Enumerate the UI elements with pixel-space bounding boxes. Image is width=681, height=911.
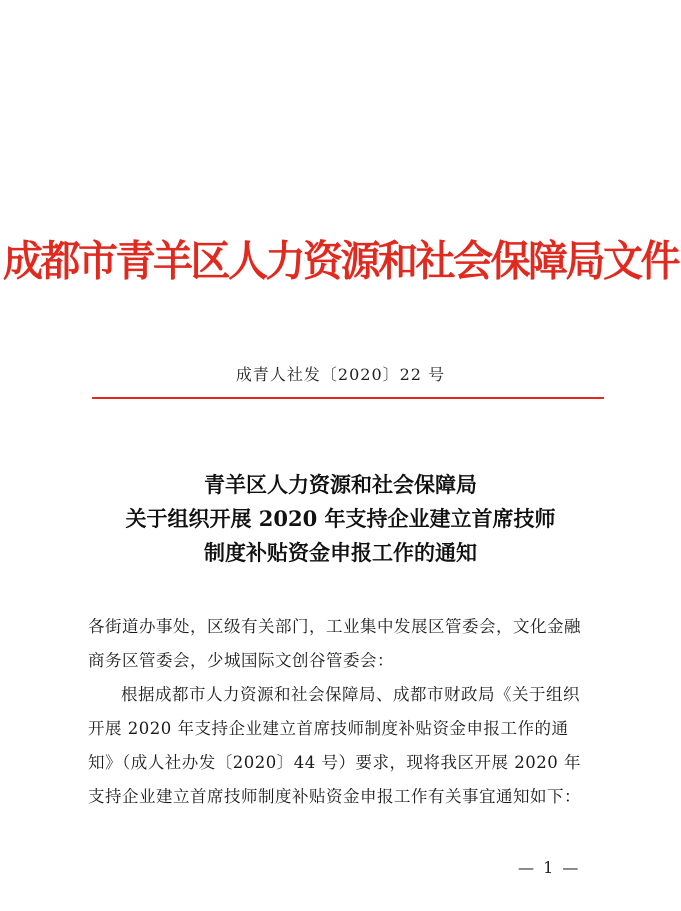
title-line-1: 青羊区人力资源和社会保障局 bbox=[204, 472, 477, 497]
document-number: 成青人社发〔2020〕22 号 bbox=[235, 365, 446, 384]
addressee-paragraph: 各街道办事处，区级有关部门，工业集中发展区管委会，文化金融商务区管委会，少城国际文创谷管委会： bbox=[88, 617, 581, 670]
body-paragraph-1: 根据成都市人力资源和社会保障局、成都市财政局《关于组织开展 2020 年支持企业建立首席技师制度补贴资金申报工作的通知》（成人社办发〔2020〕44 号）要求，现将我区开展 2020 年支持企业建立首席技师制度补贴资金申报工作有关事宜通知如下： bbox=[88, 685, 581, 806]
red-divider-line bbox=[92, 397, 604, 399]
title-line-2: 关于组织开展 2020 年支持企业建立首席技师 bbox=[125, 506, 556, 531]
issuer-header: 成都市青羊区人力资源和社会保障局文件 bbox=[3, 236, 678, 287]
page-number: — 1 — bbox=[518, 858, 581, 877]
title-line-3: 制度补贴资金申报工作的通知 bbox=[204, 540, 477, 565]
document-body bbox=[88, 610, 594, 814]
document-title bbox=[0, 468, 681, 570]
